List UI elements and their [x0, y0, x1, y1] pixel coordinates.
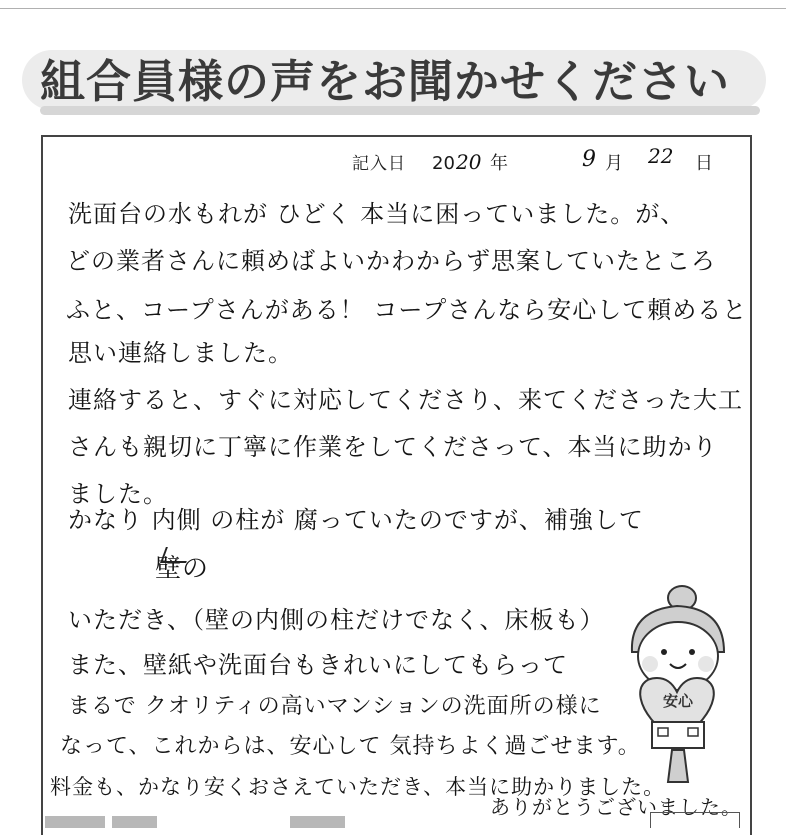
letter-line: 連絡すると、すぐに対応してくださり、来てくださった大工 — [68, 386, 743, 414]
letter-line: 料金も、かなり安くおさえていただき、本当に助かりました。 — [50, 775, 666, 799]
date-year-suffix: 年 — [490, 153, 508, 174]
date-year-handwritten: 20 — [456, 150, 482, 174]
bottom-cutoff-text — [290, 816, 345, 828]
letter-line: かなり 内側 の柱が 腐っていたのですが、補強して — [68, 506, 644, 534]
mascot-heart-label: 安心 — [662, 692, 693, 710]
bottom-cutoff-text — [45, 816, 105, 828]
bottom-cutoff-box — [650, 812, 740, 828]
letter-line: ました。 — [68, 480, 168, 508]
letter-line: ふと、コープさんがある！ コープさんなら安心して頼めると — [66, 296, 748, 324]
letter-closing: ありがとうございました。 — [490, 795, 742, 819]
letter-line: また、壁紙や洗面台もきれいにしてもらって — [68, 651, 568, 679]
date-label: 記入日 — [352, 154, 406, 174]
letter-line: 洗面台の水もれが ひどく 本当に困っていました。が、 — [68, 200, 686, 228]
date-year-printed: 20 — [432, 153, 455, 174]
mascot-illustration — [612, 582, 742, 787]
letter-line: なって、これからは、安心して 気持ちよく過ごせます。 — [60, 734, 641, 759]
bottom-cutoff-text — [112, 816, 157, 828]
letter-line: さんも親切に丁寧に作業をしてくださって、本当に助かり — [68, 433, 718, 461]
date-month-suffix: 月 — [605, 153, 623, 174]
letter-line: いただき、（壁の内側の柱だけでなく、床板も） — [68, 606, 605, 634]
letter-line: まるで クオリティの高いマンションの洗面所の様に — [68, 694, 602, 719]
letter-line: どの業者さんに頼めばよいかわからず思案していたところ — [66, 247, 716, 275]
date-day-suffix: 日 — [695, 153, 713, 174]
page-title: 組合員様の声をお聞かせください — [40, 55, 731, 108]
date-month: 9 — [582, 147, 596, 172]
date-day: 22 — [648, 144, 674, 168]
letter-line: 思い連絡しました。 — [68, 339, 293, 367]
letter-insertion: 壁の — [155, 554, 210, 584]
top-rule — [0, 8, 786, 9]
